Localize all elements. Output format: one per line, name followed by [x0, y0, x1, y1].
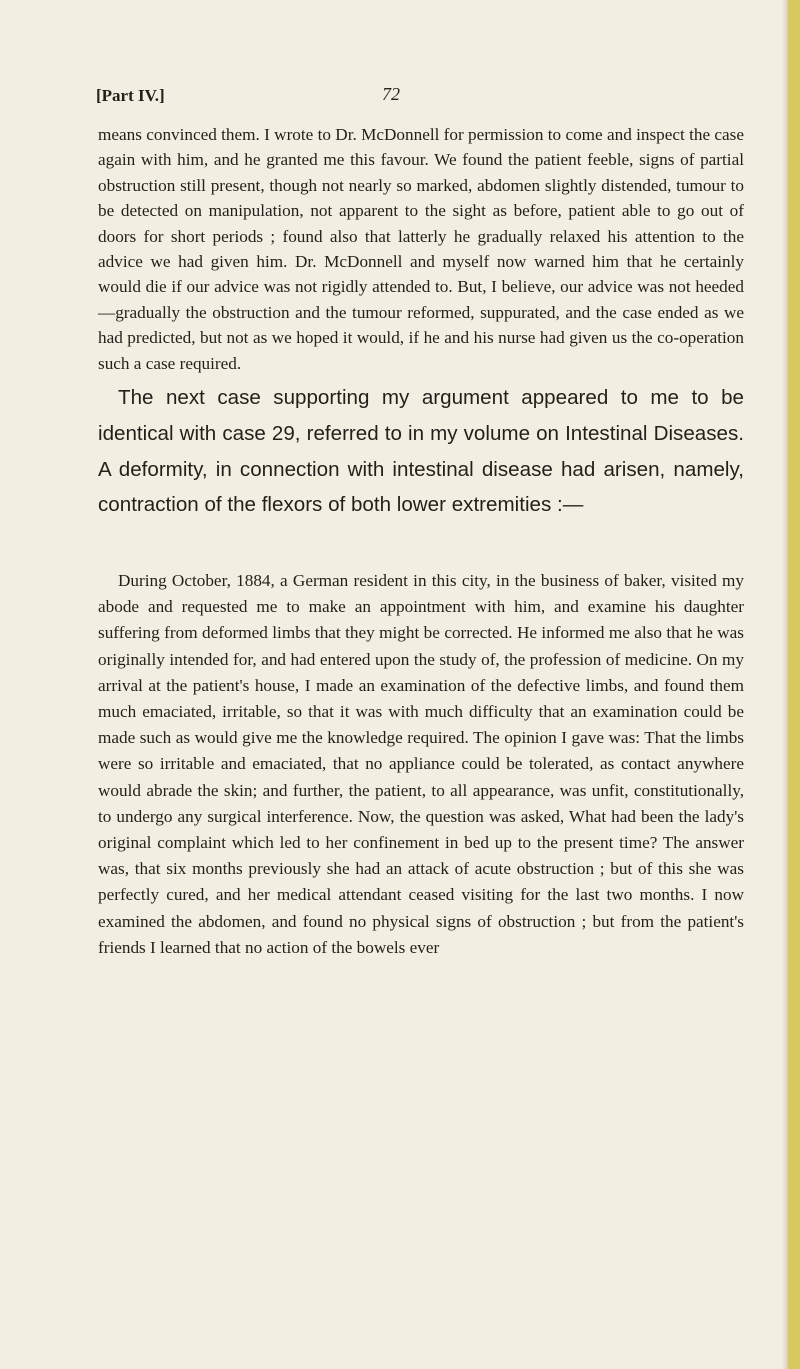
page-number: 72	[382, 84, 400, 104]
paragraph-case-report: During October, 1884, a German resident in this city, in the business of baker, visited my abode and requested me to make an appointment with him, and examine his daughter suffering from deformed limbs that they might be corrected. He informed me also that he was originally intended for, and had entered upon the study of, the profession of medicine. On my arrival at the patient's house, I made an examination of the defective limbs, and found them much emaciated, irritable, so that it was with much difficulty that an examination could be made such as would give me the knowledge required. The opinion I gave was: That the limbs were so irritable and emaciated, that no appliance could be tolerated, as contact anywhere would abrade the skin; and further, the patient, to all appearance, was unfit, constitutionally, to undergo any surgical interference. Now, the question was asked, What had been the lady's original complaint which led to her confinement in bed up to the present time? The answer was, that six months previously she had an attack of acute obstruction ; but of this she was perfectly cured, and her medical attendant ceased visiting for the last two months. I now examined the abdomen, and found no physical signs of obstruction ; but from the patient's friends I learned that no action of the bowels ever	[98, 571, 744, 957]
paragraph-case-intro: The next case supporting my argument appeared to me to be identical with case 29, referred to in my volume on Intestinal Diseases. A deformity, in connection with intestinal disease had arisen, namely, contraction of the flexors of both lower extremities :—	[98, 386, 744, 517]
page-edge	[788, 0, 800, 1369]
paragraph-continued: means convinced them. I wrote to Dr. McDonnell for permission to come and inspect the case again with him, and he granted me this favour. We found the patient feeble, signs of partial obstruction still present, though not nearly so marked, abdomen slightly distended, tumour to be detected on manipulation, not apparent to the sight as before, patient able to go out of doors for short periods ; found also that latterly he gradually relaxed his attention to the advice we had given him. Dr. McDonnell and myself now warned him that he certainly would die if our advice was not rigidly attended to. But, I believe, our advice was not heeded—gradually the obstruction and the tumour reformed, suppurated, and the case ended as we had predicted, but not as we hoped it would, if he and his nurse had given us the co-operation such a case required.	[98, 125, 744, 373]
running-header: [Part IV.]	[96, 86, 165, 105]
